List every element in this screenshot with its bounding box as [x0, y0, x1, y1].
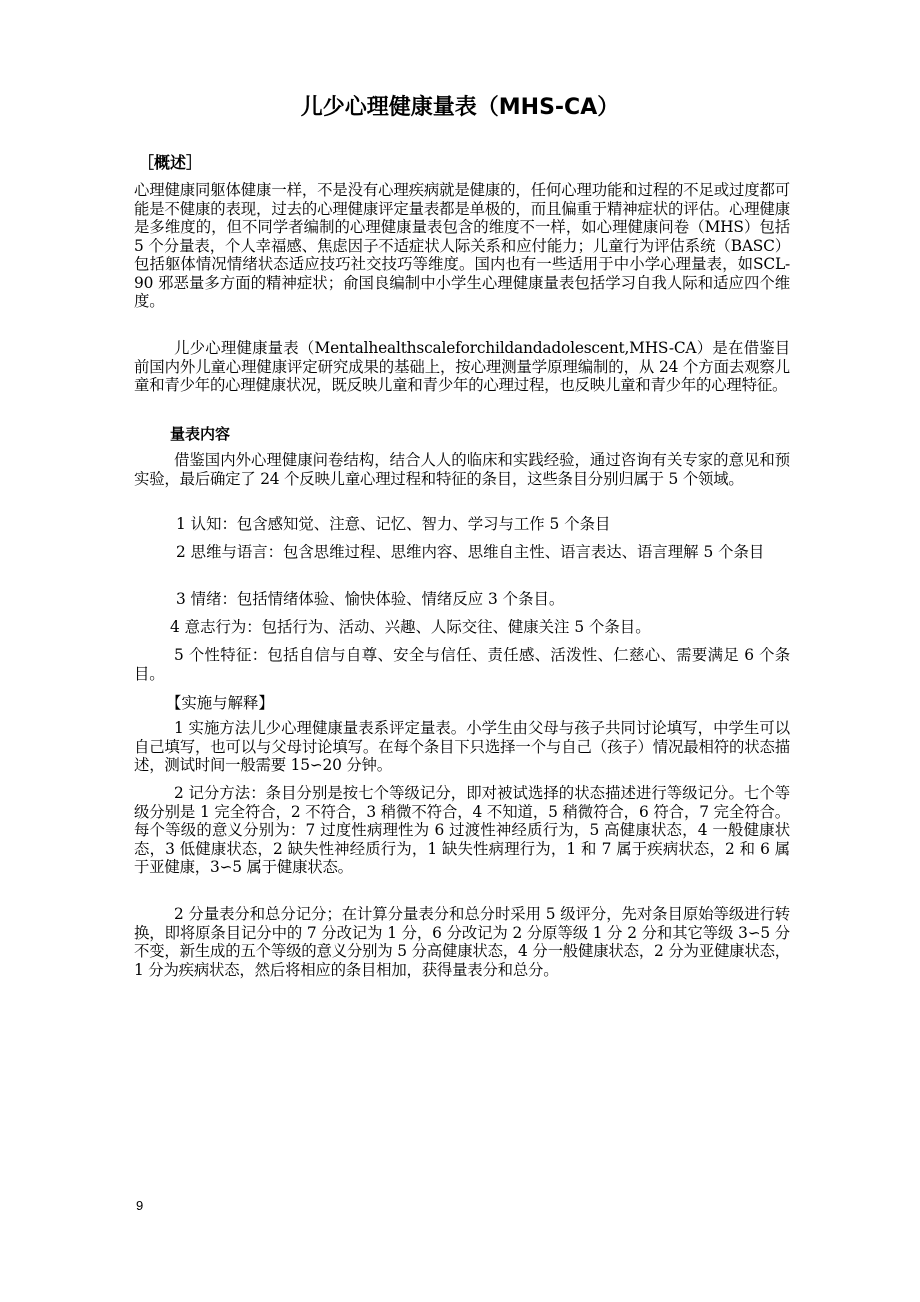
implementation-heading: 【实施与解释】: [166, 694, 274, 712]
item-will-behavior: 4 意志行为：包括行为、活动、兴趣、人际交往、健康关注 5 个条目。: [170, 618, 651, 636]
overview-heading: ［概述］: [138, 153, 203, 172]
item-cognition: 1 认知：包含感知觉、注意、记忆、智力、学习与工作 5 个条目: [176, 515, 611, 533]
implementation-paragraph-3: 2 分量表分和总分记分；在计算分量表分和总分时采用 5 级评分，先对条目原始等级进行转换，即将原条目记分中的 7 分改记为 1 分，6 分改记为 2 分原等级 1 分 2 分和其它等级 3∽5 分不变，新生成的五个等级的意义分别为 5 分高健康状态，4 分一般健康状态，2 分为亚健康状态，1 分为疾病状态，然后将相应的条目相加，获得量表分和总分。: [134, 905, 790, 979]
page-number: 9: [136, 1198, 144, 1213]
implementation-paragraph-2: 2 记分方法：条目分别是按七个等级记分，即对被试选择的状态描述进行等级记分。七个等级分别是 1 完全符合，2 不符合，3 稍微不符合，4 不知道，5 稍微符合，6 符合，7 完全符合。每个等级的意义分别为：7 过度性病理性为 6 过渡性神经质行为，5 高健康状态，4 一般健康状态，3 低健康状态，2 缺失性神经质行为，1 缺失性病理行为，1 和 7 属于疾病状态，2 和 6 属于亚健康，3∽5 属于健康状态。: [134, 784, 790, 876]
content-heading: 量表内容: [170, 425, 231, 443]
content-paragraph: 借鉴国内外心理健康问卷结构，结合人人的临床和实践经验，通过咨询有关专家的意见和预实验，最后确定了 24 个反映儿童心理过程和特征的条目，这些条目分别归属于 5 个领域。: [134, 451, 790, 488]
item-personality: 5 个性特征：包括自信与自尊、安全与信任、责任感、活泼性、仁慈心、需要满足 6 个条目。: [134, 646, 790, 683]
item-thinking-language: 2 思维与语言：包含思维过程、思维内容、思维自主性、语言表达、语言理解 5 个条目: [176, 543, 765, 561]
document-title: 儿少心理健康量表（MHS-CA）: [300, 95, 620, 120]
overview-paragraph-2: 儿少心理健康量表（Mentalhealthscaleforchildandadolescent,MHS-CA）是在借鉴目前国内外儿童心理健康评定研究成果的基础上，按心理测量学原理编制的，从 24 个方面去观察儿童和青少年的心理健康状况，既反映儿童和青少年的心理过程，也反映儿童和青少年的心理特征。: [134, 339, 790, 394]
item-emotion: 3 情绪：包括情绪体验、愉快体验、情绪反应 3 个条目。: [176, 590, 565, 608]
overview-paragraph-1: 心理健康同躯体健康一样，不是没有心理疾病就是健康的，任何心理功能和过程的不足或过度都可能是不健康的表现，过去的心理健康评定量表都是单极的，而且偏重于精神症状的评估。心理健康是多维度的，但不同学者编制的心理健康量表包含的维度不一样，如心理健康问卷（MHS）包括 5 个分量表，个人幸福感、焦虑因子不适症状人际关系和应付能力；儿童行为评估系统（BASC）包括躯体情况情绪状态适应技巧社交技巧等维度。国内也有一些适用于中小学心理量表，如SCL-90 邪恶量多方面的精神症状；俞国良编制中小学生心理健康量表包括学习自我人际和适应四个维度。: [134, 181, 790, 310]
implementation-paragraph-1: 1 实施方法儿少心理健康量表系评定量表。小学生由父母与孩子共同讨论填写，中学生可以自己填写，也可以与父母讨论填写。在每个条目下只选择一个与自己（孩子）情况最相符的状态描述，测试时间一般需要 15∽20 分钟。: [134, 719, 790, 774]
